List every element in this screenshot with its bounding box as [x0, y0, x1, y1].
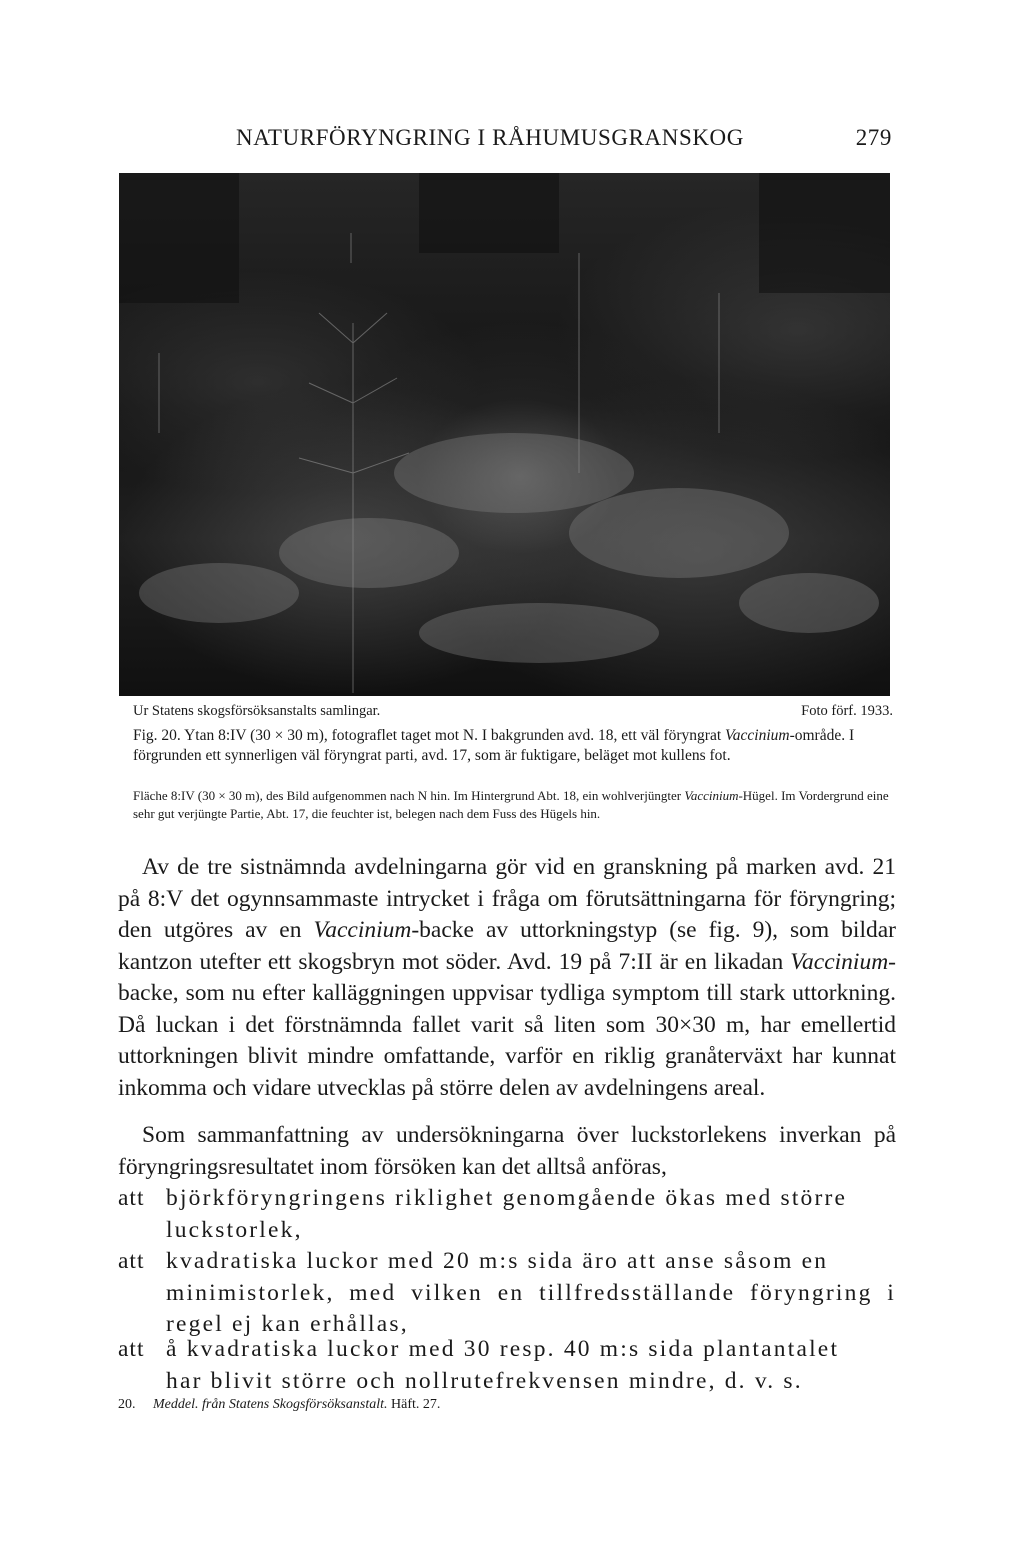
list-item-marker: att — [118, 1248, 145, 1274]
spruce-regeneration-illustration — [119, 173, 890, 696]
list-item-continuation: har blivit större och nollrutefrekvensen mindre, d. v. s. — [166, 1367, 803, 1394]
p1-text-a: Av de tre sistnämnda avdelningarna gör vid en granskning på marken avd. 21 på 8:V det ogynnsammaste intrycket i fråga om förutsättningarna för föryngring; den utgöres av en — [118, 854, 896, 943]
figure-credit: Foto förf. 1933. — [801, 703, 893, 719]
caption-de-text: Fläche 8:IV (30 × 30 m), des Bild aufgenommen nach N hin. Im Hintergrund Abt. 18, ein wohlverjüngter — [133, 788, 685, 803]
footer-issue: Häft. 27. — [391, 1397, 441, 1412]
p1-italic-1: Vaccinium — [313, 917, 412, 943]
caption-de-italic: Vaccinium — [684, 788, 739, 803]
list-item — [118, 1246, 896, 1341]
body-paragraph-1 — [118, 852, 896, 1104]
p1-italic-2: Vaccinium — [790, 948, 889, 975]
forest-photograph — [119, 173, 890, 696]
running-title: NATURFÖRYNGRING I RÅHUMUSGRANSKOG — [236, 125, 744, 150]
page-footer — [118, 1393, 818, 1417]
footer-signature-number: 20. — [118, 1397, 136, 1412]
figure-caption-german — [133, 787, 893, 822]
figure-source: Ur Statens skogsförsöksanstalts samlingar. — [133, 703, 381, 719]
figure-source-line — [133, 702, 893, 722]
list-item-continuation: minimistorlek, med vilken en tillfredsställande föryngring i regel ej kan erhållas, — [166, 1279, 896, 1337]
list-item-continuation: luckstorlek, — [166, 1216, 303, 1243]
caption-sv-italic: Vaccinium — [725, 727, 790, 744]
caption-sv-text: Fig. 20. Ytan 8:IV (30 × 30 m), fotograflet taget mot N. I bakgrunden avd. 18, ett väl föryngrat — [133, 727, 726, 744]
list-item-text: å kvadratiska luckor med 30 resp. 40 m:s sida plantantalet — [166, 1336, 840, 1362]
list-item-marker: att — [118, 1185, 145, 1211]
page-number: 279 — [855, 125, 892, 150]
list-item — [118, 1183, 896, 1246]
list-item — [118, 1334, 896, 1397]
p1-text-c: -backe, som nu efter kalläggningen uppvisar tydliga symptom till stark uttorkning. Då luckan i det förstnämnda fallet varit så liten som 30×30 m, har emellertid uttorkningen blivit mindre omfattande, varför en riklig granåterväxt har kunnat inkomma och vidare utvecklas på större delen av avdelningens areal. — [118, 948, 896, 1101]
list-item-text: kvadratiska luckor med 20 m:s sida äro att anse såsom en — [166, 1248, 829, 1274]
figure-caption-swedish — [133, 726, 893, 765]
list-item-text: björkföryngringens riklighet genomgående ökas med större — [166, 1185, 848, 1211]
body-paragraph-2: Som sammanfattning av undersökningarna över luckstorlekens inverkan på föryngringsresultatet inom försöken kan det alltså anföras, — [118, 1122, 896, 1180]
caption-sv-text-end: -område. I förgrunden ett synnerligen väl föryngrat parti, avd. 17, som är fuktigare, beläget mot kullens fot. — [133, 727, 855, 764]
caption-de-text-end: -Hügel. Im Vordergrund eine sehr gut verjüngte Partie, Abt. 17, die feuchter ist, belegen nach dem Fuss des Hügels hin. — [133, 788, 889, 821]
list-item-marker: att — [118, 1336, 145, 1362]
p1-text-b: -backe av uttorkningstyp (se fig. 9), som bildar kantzon utefter ett skogsbryn mot söder. Avd. 19 på 7:II är en likadan — [118, 917, 896, 975]
running-header — [236, 120, 892, 156]
footer-journal-title: Meddel. från Statens Skogsförsöksanstalt. — [153, 1397, 388, 1412]
